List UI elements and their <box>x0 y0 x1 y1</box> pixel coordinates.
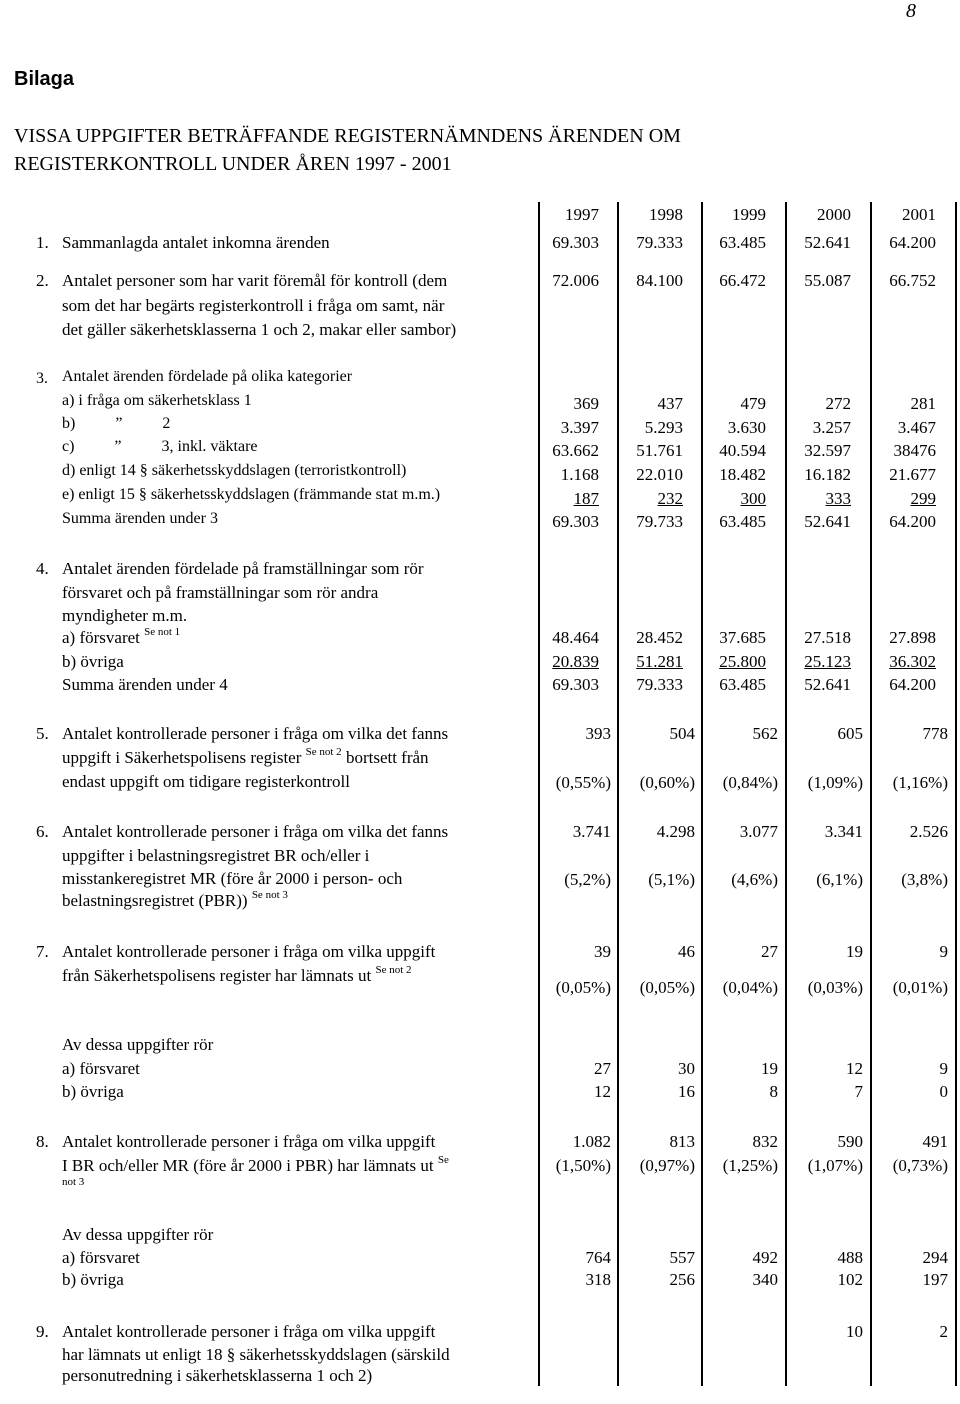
section-text: Antalet ärenden fördelade på framställningar som rör <box>62 559 424 578</box>
section-text-part: I BR och/eller MR (före år 2000 i PBR) har lämnats ut <box>62 1156 434 1175</box>
section-text: har lämnats ut enligt 18 § säkerhetsskyddslagen (särskild <box>62 1345 450 1364</box>
table-cell: 51.281 <box>636 652 683 671</box>
table-cell: 2.526 <box>909 822 948 841</box>
row-label: a) i fråga om säkerhetsklass 1 <box>62 392 252 409</box>
table-cell: 79.733 <box>636 512 683 531</box>
row-label <box>62 628 180 648</box>
table-cell: 10 <box>846 1322 863 1341</box>
section-number: 3. <box>36 370 48 387</box>
footnote-ref: Se not 2 <box>375 964 412 976</box>
table-cell: 21.677 <box>889 465 936 484</box>
year-header: 1998 <box>649 205 683 224</box>
table-cell: (1,09%) <box>807 773 863 792</box>
table-rule <box>701 202 703 1386</box>
table-cell: (0,05%) <box>555 978 611 997</box>
footnote-ref: Se <box>437 1154 449 1166</box>
table-cell: 557 <box>669 1248 695 1267</box>
table-cell: 27 <box>761 942 778 961</box>
table-cell: 63.485 <box>719 675 766 694</box>
table-cell: 340 <box>752 1270 778 1289</box>
footnote-ref: Se not 1 <box>144 626 181 638</box>
table-cell: (0,01%) <box>892 978 948 997</box>
table-cell: 0 <box>939 1082 948 1101</box>
section-text <box>62 1156 449 1176</box>
table-cell: 19 <box>761 1059 778 1078</box>
table-cell: 64.200 <box>889 675 936 694</box>
year-header: 1999 <box>732 205 766 224</box>
year-header: 2001 <box>902 205 936 224</box>
table-cell: 64.200 <box>889 512 936 531</box>
table-cell: (5,2%) <box>564 870 611 889</box>
table-cell: 333 <box>825 489 851 508</box>
table-cell: 1.082 <box>572 1132 611 1151</box>
section-text: Antalet kontrollerade personer i fråga om vilka det fanns <box>62 724 449 743</box>
section-text: Antalet kontrollerade personer i fråga om vilka uppgift <box>62 942 436 961</box>
section-text: som det har begärts registerkontroll i fråga om samt, när <box>62 296 445 315</box>
sum-label: Summa ärenden under 4 <box>62 675 228 694</box>
row-label-text: b) ” 2 <box>62 415 171 432</box>
row-label-text: c) ” 3, inkl. väktare <box>62 438 258 455</box>
table-cell: 9 <box>939 942 948 961</box>
table-cell: 16 <box>678 1082 695 1101</box>
table-cell: 562 <box>752 724 778 743</box>
row-label <box>62 415 170 433</box>
table-cell: 37.685 <box>719 628 766 647</box>
table-cell: 272 <box>825 394 851 413</box>
table-cell: (0,05%) <box>639 978 695 997</box>
section-text <box>62 891 288 911</box>
row-label-text: a) försvaret <box>62 628 140 647</box>
table-cell: 69.303 <box>552 675 599 694</box>
table-cell: 63.485 <box>719 512 766 531</box>
footnote-ref: not 3 <box>62 1176 85 1188</box>
section-number: 4. <box>36 559 49 578</box>
table-cell: 300 <box>740 489 766 508</box>
table-cell: 3.467 <box>897 418 936 437</box>
table-cell: 51.761 <box>636 441 683 460</box>
table-rule <box>617 202 619 1386</box>
section-number: 5. <box>36 724 49 743</box>
table-cell: 52.641 <box>804 233 851 252</box>
row-label: b) övriga <box>62 1082 124 1101</box>
table-cell: 55.087 <box>804 271 851 290</box>
table-cell: 52.641 <box>804 675 851 694</box>
table-cell: 18.482 <box>719 465 766 484</box>
row-label: b) övriga <box>62 1270 124 1289</box>
table-cell: 281 <box>910 394 936 413</box>
year-header: 1997 <box>565 205 599 224</box>
row-label: a) försvaret <box>62 1248 140 1267</box>
section-text: uppgifter i belastningsregistret BR och/eller i <box>62 846 370 865</box>
section-text <box>62 748 429 768</box>
row-label <box>62 438 258 456</box>
sub-heading: Av dessa uppgifter rör <box>62 1035 214 1054</box>
section-text <box>62 966 412 986</box>
footnote-ref: Se not 2 <box>305 746 342 758</box>
table-cell: 764 <box>585 1248 611 1267</box>
table-rule <box>870 202 872 1386</box>
table-cell: 491 <box>922 1132 948 1151</box>
table-cell: 294 <box>922 1248 948 1267</box>
table-cell: (0,03%) <box>807 978 863 997</box>
table-cell: (0,73%) <box>892 1156 948 1175</box>
table-cell: 19 <box>846 942 863 961</box>
table-cell: (0,60%) <box>639 773 695 792</box>
row-label: d) enligt 14 § säkerhetsskyddslagen (terroristkontroll) <box>62 462 407 479</box>
section-text: Antalet kontrollerade personer i fråga om vilka uppgift <box>62 1132 436 1151</box>
table-cell: 605 <box>837 724 863 743</box>
table-cell: 479 <box>740 394 766 413</box>
table-cell: 813 <box>669 1132 695 1151</box>
table-cell: 5.293 <box>644 418 683 437</box>
table-cell: 3.077 <box>739 822 778 841</box>
table-cell: 22.010 <box>636 465 683 484</box>
sum-label: Summa ärenden under 3 <box>62 510 218 527</box>
table-cell: 492 <box>752 1248 778 1267</box>
table-cell: 36.302 <box>889 652 936 671</box>
table-cell: (0,04%) <box>722 978 778 997</box>
section-number: 6. <box>36 822 49 841</box>
document-title <box>14 122 681 178</box>
table-cell: 197 <box>922 1270 948 1289</box>
table-cell: 79.333 <box>636 233 683 252</box>
sub-heading: Av dessa uppgifter rör <box>62 1225 214 1244</box>
table-cell: 232 <box>657 489 683 508</box>
table-cell: 488 <box>837 1248 863 1267</box>
table-cell: 25.123 <box>804 652 851 671</box>
row-label: b) övriga <box>62 652 124 671</box>
section-text: endast uppgift om tidigare registerkontroll <box>62 772 350 791</box>
table-cell: 437 <box>657 394 683 413</box>
table-cell: 12 <box>594 1082 611 1101</box>
table-cell: 3.630 <box>727 418 766 437</box>
table-cell: 369 <box>573 394 599 413</box>
table-cell: (0,55%) <box>555 773 611 792</box>
table-rule <box>955 202 957 1386</box>
table-cell: 46 <box>678 942 695 961</box>
section-text: misstankeregistret MR (före år 2000 i person- och <box>62 869 403 888</box>
table-cell: 3.257 <box>812 418 851 437</box>
section-text: Antalet kontrollerade personer i fråga om vilka uppgift <box>62 1322 436 1341</box>
table-cell: 63.662 <box>552 441 599 460</box>
table-cell: 2 <box>939 1322 948 1341</box>
table-cell: (0,97%) <box>639 1156 695 1175</box>
row-label: e) enligt 15 § säkerhetsskyddslagen (främmande stat m.m.) <box>62 486 441 503</box>
table-cell: 32.597 <box>804 441 851 460</box>
table-cell: 63.485 <box>719 233 766 252</box>
table-cell: 66.752 <box>889 271 936 290</box>
table-cell: 16.182 <box>804 465 851 484</box>
section-text: försvaret och på framställningar som rör andra <box>62 583 379 602</box>
section-heading: Antalet ärenden fördelade på olika kategorier <box>62 368 353 385</box>
section-number: 1. <box>36 233 49 252</box>
table-cell: 72.006 <box>552 271 599 290</box>
table-cell: 38476 <box>893 441 936 460</box>
table-cell: 9 <box>939 1059 948 1078</box>
section-text: personutredning i säkerhetsklasserna 1 och 2) <box>62 1366 373 1385</box>
table-cell: 12 <box>846 1059 863 1078</box>
table-cell: 187 <box>573 489 599 508</box>
section-label: Sammanlagda antalet inkomna ärenden <box>62 233 330 252</box>
table-cell: (4,6%) <box>731 870 778 889</box>
table-cell: 3.741 <box>572 822 611 841</box>
table-cell: 832 <box>752 1132 778 1151</box>
table-cell: 27 <box>594 1059 611 1078</box>
table-cell: 20.839 <box>552 652 599 671</box>
table-cell: (5,1%) <box>648 870 695 889</box>
section-text: det gäller säkerhetsklasserna 1 och 2, makar eller sambor) <box>62 320 457 339</box>
row-label: a) försvaret <box>62 1059 140 1078</box>
table-cell: 40.594 <box>719 441 766 460</box>
section-text-part: uppgift i Säkerhetspolisens register <box>62 748 302 767</box>
section-number: 2. <box>36 271 49 290</box>
table-cell: (6,1%) <box>816 870 863 889</box>
appendix-heading: Bilaga <box>14 68 75 90</box>
table-cell: 25.800 <box>719 652 766 671</box>
table-cell: 27.518 <box>804 628 851 647</box>
section-text: Antalet kontrollerade personer i fråga om vilka det fanns <box>62 822 449 841</box>
table-cell: 4.298 <box>656 822 695 841</box>
section-number: 8. <box>36 1132 49 1151</box>
table-cell: 84.100 <box>636 271 683 290</box>
table-cell: 69.303 <box>552 233 599 252</box>
table-cell: 393 <box>585 724 611 743</box>
section-number: 9. <box>36 1322 49 1341</box>
title-line-1: VISSA UPPGIFTER BETRÄFFANDE REGISTERNÄMNDENS ÄRENDEN OM <box>14 125 681 147</box>
section-number: 7. <box>36 942 49 961</box>
section-text: Antalet personer som har varit föremål för kontroll (dem <box>62 271 448 290</box>
table-cell: (1,16%) <box>892 773 948 792</box>
table-cell: 8 <box>769 1082 778 1101</box>
table-cell: (1,50%) <box>555 1156 611 1175</box>
table-cell: 79.333 <box>636 675 683 694</box>
section-text-part: från Säkerhetspolisens register har lämnats ut <box>62 966 372 985</box>
table-cell: 318 <box>585 1270 611 1289</box>
table-cell: 1.168 <box>560 465 599 484</box>
section-text: myndigheter m.m. <box>62 606 188 625</box>
table-cell: (1,25%) <box>722 1156 778 1175</box>
table-cell: 39 <box>594 942 611 961</box>
table-cell: 69.303 <box>552 512 599 531</box>
title-line-2: REGISTERKONTROLL UNDER ÅREN 1997 - 2001 <box>14 153 452 175</box>
table-cell: 504 <box>669 724 695 743</box>
table-cell: 299 <box>910 489 936 508</box>
table-cell: 27.898 <box>889 628 936 647</box>
section-text-part: belastningsregistret (PBR)) <box>62 891 248 910</box>
table-cell: 30 <box>678 1059 695 1078</box>
table-cell: (1,07%) <box>807 1156 863 1175</box>
table-rule <box>785 202 787 1386</box>
table-cell: 28.452 <box>636 628 683 647</box>
page-number: 8 <box>906 0 916 22</box>
table-cell: 52.641 <box>804 512 851 531</box>
year-header: 2000 <box>817 205 851 224</box>
table-cell: 64.200 <box>889 233 936 252</box>
table-cell: (0,84%) <box>722 773 778 792</box>
table-cell: 3.397 <box>560 418 599 437</box>
table-cell: 256 <box>669 1270 695 1289</box>
footnote-ref: Se not 3 <box>251 889 288 901</box>
table-rule <box>538 202 540 1386</box>
section-text-part: bortsett från <box>345 748 429 767</box>
table-cell: 66.472 <box>719 271 766 290</box>
table-cell: 778 <box>922 724 948 743</box>
table-cell: 7 <box>854 1082 863 1101</box>
table-cell: 102 <box>837 1270 863 1289</box>
table-cell: 48.464 <box>552 628 599 647</box>
table-cell: (3,8%) <box>901 870 948 889</box>
table-cell: 590 <box>837 1132 863 1151</box>
table-cell: 3.341 <box>824 822 863 841</box>
